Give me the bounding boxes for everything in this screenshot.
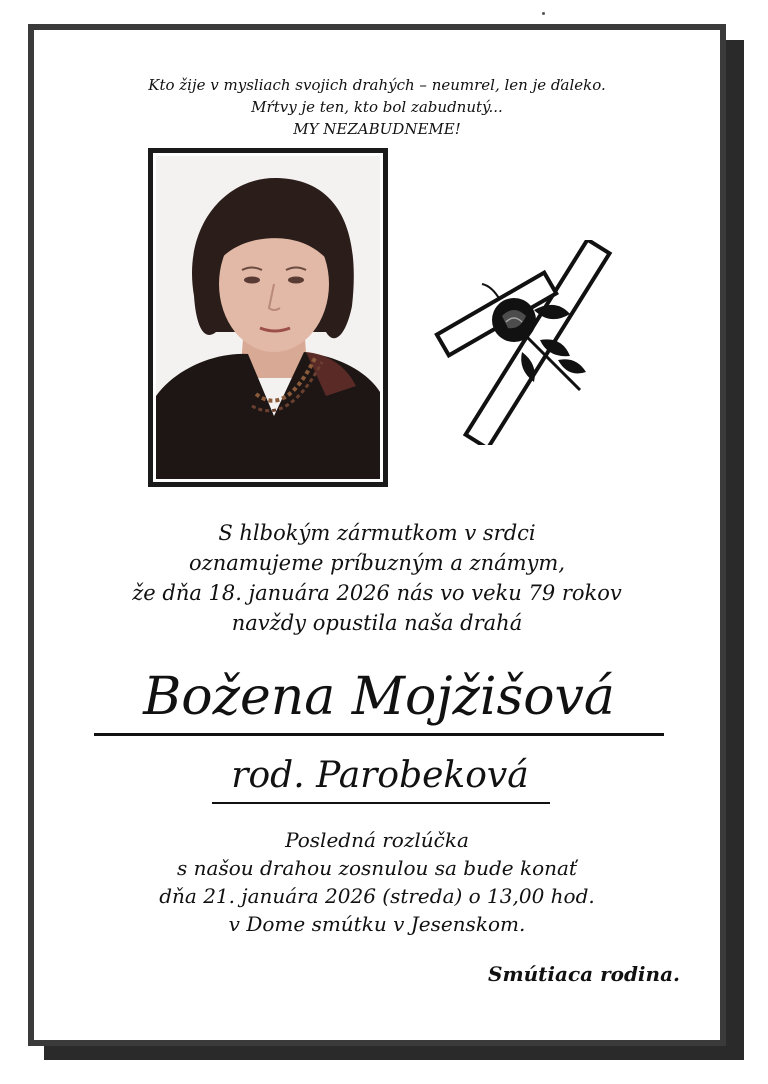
- announcement-line-3: že dňa 18. januára 2026 nás vo veku 79 rokov: [132, 581, 622, 605]
- farewell-line-3: dňa 21. januára 2026 (streda) o 13,00 hod.: [159, 884, 595, 908]
- deceased-name: Božena Mojžišová: [143, 667, 615, 727]
- farewell-line-2: s našou drahou zosnulou sa bude konať: [177, 856, 577, 880]
- announcement-text: [34, 518, 720, 638]
- memorial-quote: [34, 74, 720, 140]
- portrait-illustration: [156, 156, 380, 479]
- maiden-name: rod. Parobeková: [231, 755, 529, 796]
- maiden-name-underline: [212, 802, 550, 804]
- portrait-photo: [156, 156, 380, 479]
- announcement-line-2: oznamujeme príbuzným a známym,: [188, 551, 566, 575]
- farewell-line-4: v Dome smútku v Jesenskom.: [228, 912, 526, 936]
- quote-line-2: Mŕtvy je ten, kto bol zabudnutý...: [251, 98, 503, 116]
- portrait-frame: [148, 148, 388, 487]
- quote-line-1: Kto žije v mysliach svojich drahých – neumrel, len je ďaleko.: [148, 76, 606, 94]
- announcement-line-1: S hlbokým zármutkom v srdci: [218, 521, 536, 545]
- cross-with-rose-icon: [430, 240, 650, 445]
- farewell-line-1: Posledná rozlúčka: [285, 828, 469, 852]
- name-underline: [94, 733, 664, 736]
- funeral-details: [34, 826, 720, 938]
- signature-family: Smútiaca rodina.: [488, 962, 680, 986]
- quote-line-3: MY NEZABUDNEME!: [293, 120, 461, 138]
- announcement-line-4: navždy opustila naša drahá: [231, 611, 523, 635]
- scan-speck: [542, 12, 545, 15]
